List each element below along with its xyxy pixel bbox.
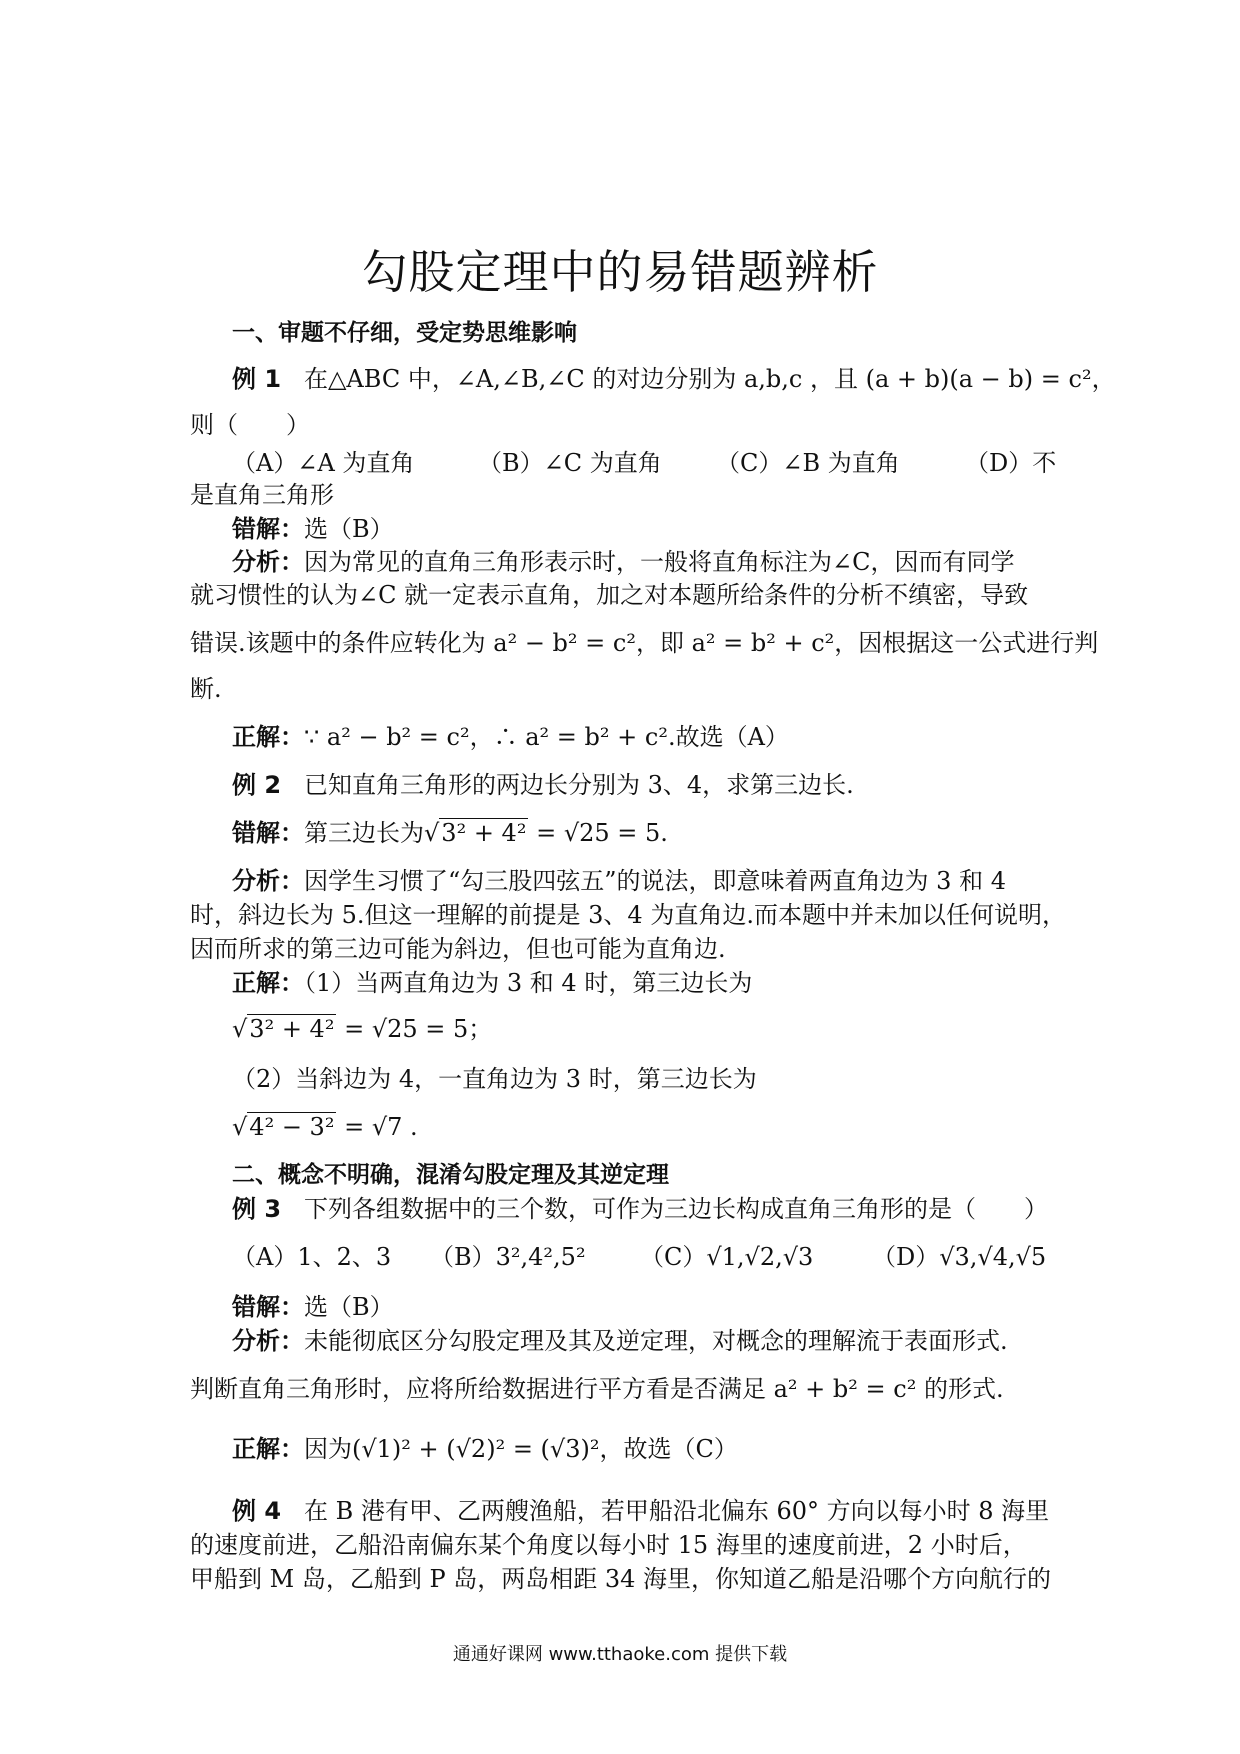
example-3-label: 例 3	[232, 1195, 282, 1223]
formula-result: = √7 .	[336, 1113, 418, 1141]
example-2-wrong-answer	[232, 816, 668, 850]
example-3-question	[232, 1192, 1048, 1226]
example-3-option-d: （D）√3,√4,√5	[872, 1243, 1047, 1271]
example-2-question	[232, 768, 854, 802]
wrong-answer-text: 选（B）	[304, 1293, 394, 1321]
example-3-correct-answer	[232, 1432, 738, 1466]
example-2-analysis-line2: 时，斜边长为 5.但这一理解的前提是 3、4 为直角边.而本题中并未加以任何说明，	[190, 901, 1066, 929]
example-1-option-d: （D）不	[965, 449, 1057, 477]
correct-answer-label: 正解：	[232, 969, 304, 997]
example-1-wrong-answer	[232, 512, 394, 546]
correct-answer-text: 因为(√1)² + (√2)² = (√3)²，故选（C）	[304, 1435, 738, 1463]
correct-answer-label: 正解：	[232, 1435, 304, 1463]
example-1-option-d-cont: 是直角三角形	[190, 481, 334, 509]
example-2-label: 例 2	[232, 771, 282, 799]
example-3-analysis	[232, 1324, 1008, 1358]
sqrt-expression: √3² + 4²	[424, 819, 527, 847]
page-title: 勾股定理中的易错题辨析	[361, 245, 879, 299]
example-3-option-a: （A）1、2、3	[232, 1243, 392, 1271]
example-1-option-a: （A）∠A 为直角	[232, 449, 415, 477]
example-2-analysis	[232, 864, 1006, 898]
example-1-option-c: （C）∠B 为直角	[716, 449, 900, 477]
example-2-case2: （2）当斜边为 4，一直角边为 3 时，第三边长为	[232, 1065, 757, 1093]
example-1-question-line2: 则（ ）	[190, 411, 310, 439]
analysis-line1: 未能彻底区分勾股定理及其及逆定理，对概念的理解流于表面形式.	[304, 1327, 1008, 1355]
wrong-answer-text: 选（B）	[304, 515, 394, 543]
example-1-question	[232, 362, 1116, 396]
page-footer: 通通好课网 www.tthaoke.com 提供下载	[452, 1644, 788, 1665]
radicand: 3² + 4²	[441, 819, 527, 847]
analysis-line1: 因为常见的直角三角形表示时，一般将直角标注为∠C，因而有同学	[304, 548, 1015, 576]
analysis-label: 分析：	[232, 1327, 304, 1355]
analysis-label: 分析：	[232, 548, 304, 576]
correct-answer-label: 正解：	[232, 723, 304, 751]
example-1-correct-answer	[232, 720, 789, 754]
example-2-analysis-line3: 因而所求的第三边可能为斜边，但也可能为直角边.	[190, 935, 726, 963]
example-4-question-line3: 甲船到 M 岛，乙船到 P 岛，两岛相距 34 海里，你知道乙船是沿哪个方向航行的	[190, 1565, 1052, 1593]
wrong-answer-label: 错解：	[232, 819, 304, 847]
example-2-correct-answer	[232, 966, 752, 1000]
sqrt-expression: √4² − 3²	[232, 1113, 335, 1141]
example-3-question-text: 下列各组数据中的三个数，可作为三边长构成直角三角形的是（ ）	[303, 1195, 1048, 1223]
example-4-question-line1: 在 B 港有甲、乙两艘渔船，若甲船沿北偏东 60° 方向以每小时 8 海里	[303, 1497, 1050, 1525]
analysis-label: 分析：	[232, 867, 304, 895]
wrong-answer-label: 错解：	[232, 1293, 304, 1321]
wrong-answer-result: = √25 = 5.	[528, 819, 668, 847]
section-heading-1: 一、审题不仔细，受定势思维影响	[232, 320, 577, 346]
example-3-option-b: （B）3²,4²,5²	[430, 1243, 586, 1271]
example-1-analysis	[232, 545, 1014, 579]
wrong-answer-label: 错解：	[232, 515, 304, 543]
sqrt-expression: √3² + 4²	[232, 1015, 335, 1043]
example-1-analysis-line3: 错误.该题中的条件应转化为 a² − b² = c²，即 a² = b² + c²，因根据这一公式进行判	[190, 629, 1099, 657]
radicand: 4² − 3²	[249, 1113, 335, 1141]
example-1-question-line1: 在△ABC 中，∠A,∠B,∠C 的对边分别为 a,b,c ，且 (a + b)(a − b) = c²，	[303, 365, 1116, 393]
example-3-analysis-line2: 判断直角三角形时，应将所给数据进行平方看是否满足 a² + b² = c² 的形式.	[190, 1375, 1004, 1403]
radicand: 3² + 4²	[249, 1015, 335, 1043]
formula-result: = √25 = 5；	[336, 1015, 493, 1043]
example-3-option-c: （C）√1,√2,√3	[640, 1243, 814, 1271]
example-1-label: 例 1	[232, 365, 282, 393]
wrong-answer-prefix: 第三边长为	[304, 819, 424, 847]
analysis-line1: 因学生习惯了“勾三股四弦五”的说法，即意味着两直角边为 3 和 4	[304, 867, 1006, 895]
example-3-wrong-answer	[232, 1290, 394, 1324]
example-1-analysis-line4: 断.	[190, 675, 222, 703]
example-2-case1-formula	[232, 1012, 492, 1046]
example-1-option-b: （B）∠C 为直角	[478, 449, 662, 477]
section-heading-2: 二、概念不明确，混淆勾股定理及其逆定理	[232, 1162, 669, 1188]
example-4-label: 例 4	[232, 1497, 282, 1525]
example-4-question-line2: 的速度前进，乙船沿南偏东某个角度以每小时 15 海里的速度前进，2 小时后，	[190, 1531, 1027, 1559]
correct-answer-case1: （1）当两直角边为 3 和 4 时，第三边长为	[304, 969, 753, 997]
correct-answer-text: ∵ a² − b² = c²，∴ a² = b² + c².故选（A）	[304, 723, 789, 751]
example-2-case2-formula	[232, 1110, 418, 1144]
example-2-question-text: 已知直角三角形的两边长分别为 3、4，求第三边长.	[303, 771, 854, 799]
example-4-question	[232, 1494, 1049, 1528]
example-1-analysis-line2: 就习惯性的认为∠C 就一定表示直角，加之对本题所给条件的分析不缜密，导致	[190, 581, 1029, 609]
